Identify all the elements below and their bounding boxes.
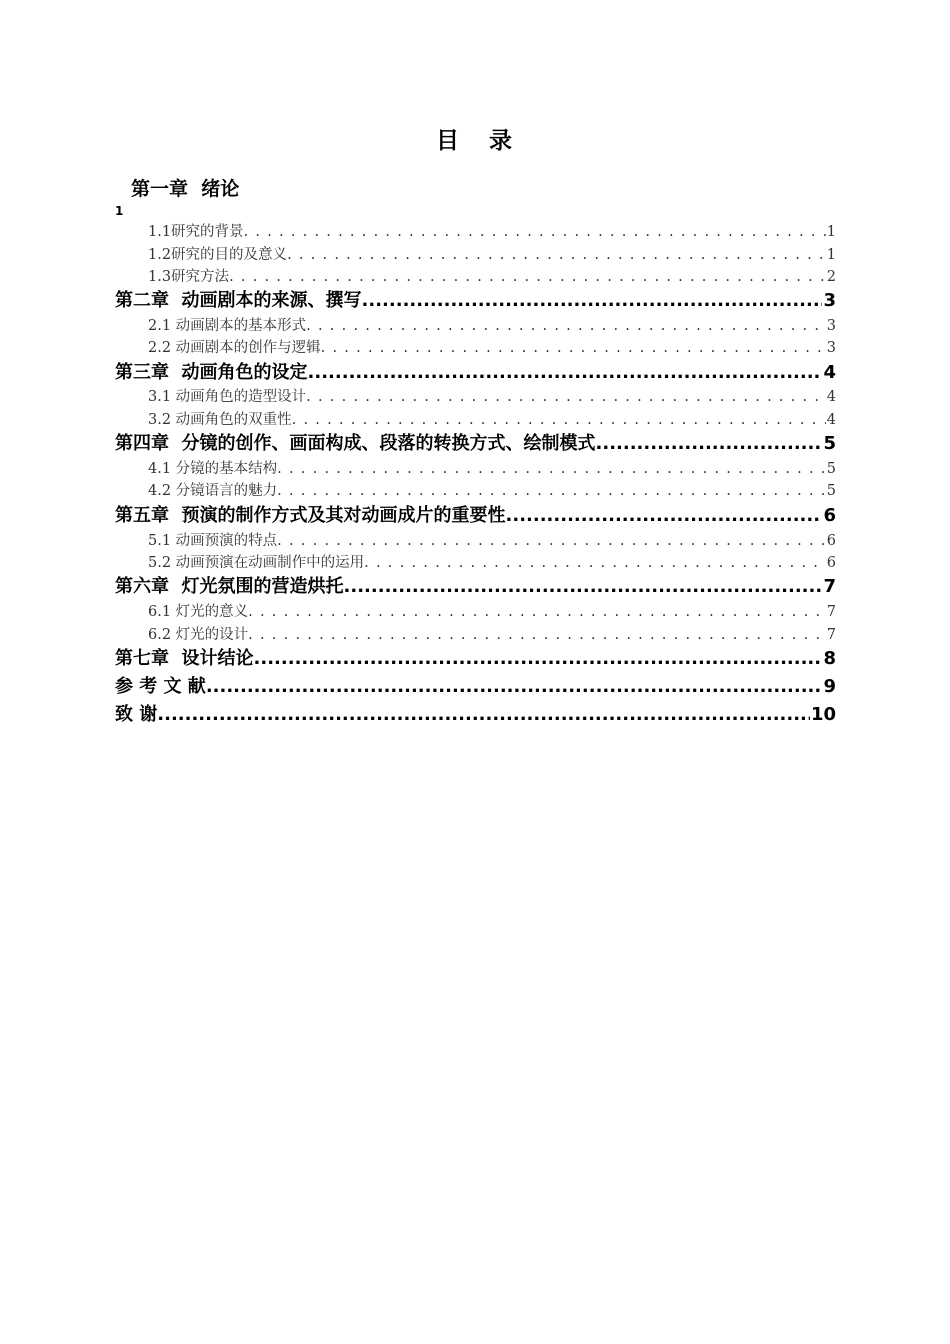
toc-chapter-1-page: 1: [115, 204, 124, 218]
toc-entry-title: 1.3研究方法: [148, 269, 230, 285]
toc-entry-page: 3: [826, 340, 836, 356]
toc-leader-dots: [306, 386, 826, 408]
toc-entry-title: 第五章 预演的制作方式及其对动画成片的重要性: [115, 505, 506, 526]
toc-entry-title: 第三章 动画角色的设定: [115, 362, 308, 383]
toc-entry-page: 4: [826, 389, 836, 405]
toc-entry-page: 5: [823, 433, 836, 454]
toc-leader-dots: [364, 552, 826, 574]
toc-chapter-entry[interactable]: [115, 503, 836, 529]
toc-entry-page: 6: [826, 533, 836, 549]
toc-entry[interactable]: [148, 337, 836, 359]
toc-entry-title: 4.2 分镜语言的魅力: [148, 483, 278, 499]
toc-leader-dots: [362, 288, 823, 314]
toc-entry-page: 10: [810, 704, 836, 725]
toc-leader-dots: [344, 574, 823, 600]
toc-title: 目 录: [435, 128, 514, 154]
toc-entry-title: 第六章 灯光氛围的营造烘托: [115, 576, 344, 597]
toc-entry[interactable]: [148, 409, 836, 431]
toc-chapter-entry[interactable]: [115, 360, 836, 386]
toc-leader-dots: [292, 409, 826, 431]
toc-chapter-entry[interactable]: [115, 431, 836, 457]
toc-entry[interactable]: [148, 244, 836, 266]
toc-leader-dots: [308, 360, 823, 386]
toc-entry-title: 5.1 动画预演的特点: [148, 533, 278, 549]
toc-entry-page: 1: [826, 247, 836, 263]
toc-entry-page: 6: [823, 505, 836, 526]
toc-entry-title: 3.1 动画角色的造型设计: [148, 389, 307, 405]
toc-entry-title: 1.2研究的目的及意义: [148, 247, 288, 263]
toc-entry-title: 致 谢: [115, 704, 158, 725]
toc-leader-dots: [254, 646, 823, 672]
toc-entry-title: 4.1 分镜的基本结构: [148, 461, 278, 477]
toc-leader-dots: [277, 458, 826, 480]
toc-entry-page: 5: [826, 483, 836, 499]
toc-leader-dots: [229, 266, 826, 288]
toc-entry-page: 7: [826, 604, 836, 620]
toc-entry-page: 3: [826, 318, 836, 334]
toc-chapter-entry[interactable]: [115, 646, 836, 672]
toc-entry[interactable]: [148, 266, 836, 288]
toc-entry-page: 6: [826, 555, 836, 571]
toc-entry[interactable]: [148, 552, 836, 574]
toc-entry-title: 第四章 分镜的创作、画面构成、段落的转换方式、绘制模式: [115, 433, 596, 454]
toc-entry-page: 5: [826, 461, 836, 477]
toc-entry-page: 7: [826, 627, 836, 643]
toc-entry-title: 6.2 灯光的设计: [148, 627, 249, 643]
toc-leader-dots: [277, 480, 826, 502]
toc-leader-dots: [306, 315, 826, 337]
toc-leader-dots: [277, 530, 826, 552]
toc-entry-title: 5.2 动画预演在动画制作中的运用: [148, 555, 365, 571]
toc-chapter-entry[interactable]: [115, 574, 836, 600]
toc-entry-title: 2.2 动画剧本的创作与逻辑: [148, 340, 321, 356]
toc-entry-page: 2: [826, 269, 836, 285]
toc-entry-title: 3.2 动画角色的双重性: [148, 412, 292, 428]
toc-leader-dots: [244, 221, 826, 243]
toc-leader-dots: [321, 337, 826, 359]
toc-entry[interactable]: [148, 315, 836, 337]
toc-leader-dots: [206, 674, 823, 700]
toc-entry-title: 6.1 灯光的意义: [148, 604, 249, 620]
toc-chapter-entry[interactable]: [115, 702, 836, 728]
toc-entry-page: 4: [823, 362, 836, 383]
toc-leader-dots: [157, 702, 810, 728]
toc-entry[interactable]: [148, 480, 836, 502]
toc-entry[interactable]: [148, 458, 836, 480]
toc-entry[interactable]: [148, 530, 836, 552]
toc-entry-page: 1: [826, 224, 836, 240]
toc-entry[interactable]: [148, 624, 836, 646]
toc-leader-dots: [506, 503, 823, 529]
toc-entry-title: 2.1 动画剧本的基本形式: [148, 318, 307, 334]
toc-leader-dots: [287, 244, 826, 266]
toc-entry-page: 3: [823, 290, 836, 311]
toc-entry-title: 第七章 设计结论: [115, 648, 254, 669]
toc-entry-page: 8: [823, 648, 836, 669]
toc-chapter-entry[interactable]: [115, 288, 836, 314]
toc-leader-dots: [248, 601, 826, 623]
toc-entry[interactable]: [148, 601, 836, 623]
toc-entry-title: 参 考 文 献: [115, 676, 206, 697]
toc-leader-dots: [596, 431, 823, 457]
toc-entry-page: 9: [823, 676, 836, 697]
toc-entry-page: 7: [823, 576, 836, 597]
toc-entry-title: 第二章 动画剧本的来源、撰写: [115, 290, 362, 311]
toc-entry-title: 1.1研究的背景: [148, 224, 244, 240]
toc-entry[interactable]: [148, 221, 836, 243]
toc-chapter-1-title: 第一章 绪论: [131, 178, 240, 200]
toc-entry[interactable]: [148, 386, 836, 408]
toc-entry-page: 4: [826, 412, 836, 428]
toc-chapter-entry[interactable]: [115, 674, 836, 700]
toc-leader-dots: [248, 624, 826, 646]
